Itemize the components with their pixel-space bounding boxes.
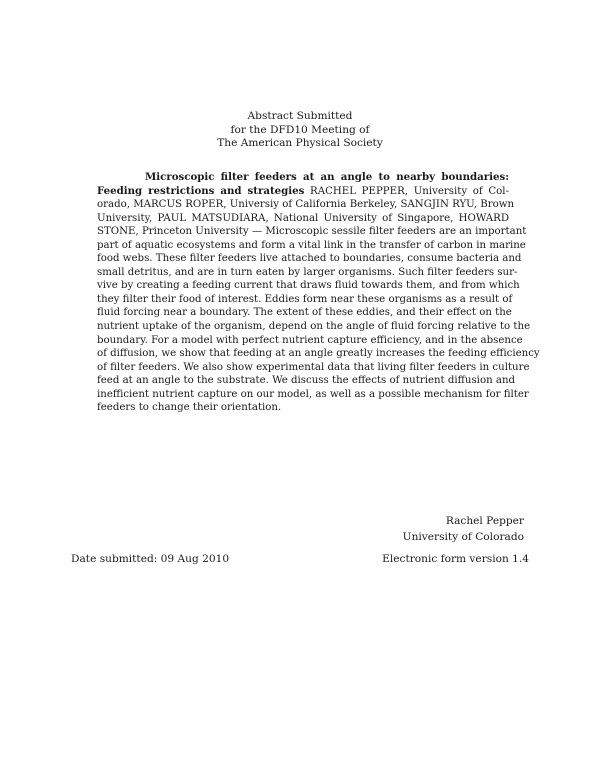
- header-line-meeting: for the DFD10 Meeting of: [230, 123, 370, 136]
- abstract-authors-start: RACHEL PEPPER, University of Col-: [304, 185, 510, 197]
- abstract-line: University, PAUL MATSUDIARA, National University of Singapore, HOWARD: [97, 212, 509, 224]
- abstract-title-line-2: Feeding restrictions and strategies: [97, 184, 305, 197]
- abstract-title-line-1: Microscopic filter feeders at an angle to nearby boundaries:: [145, 171, 509, 183]
- abstract-line: they filter their food of interest. Eddies form near these organisms as a result of: [97, 293, 513, 305]
- abstract-line: orado, MARCUS ROPER, Universiy of California Berkeley, SANGJIN RYU, Brown: [97, 199, 515, 211]
- header-line-society: The American Physical Society: [217, 137, 383, 149]
- header-line-abstract-submitted: Abstract Submitted: [247, 110, 353, 122]
- abstract-line: nutrient uptake of the organism, depend on the angle of fluid forcing relative to the: [97, 321, 531, 333]
- abstract-line: of diffusion, we show that feeding at an angle greatly increases the feeding efficiency: [97, 348, 540, 360]
- abstract-line: inefficient nutrient capture on our model, as well as a possible mechanism for filter: [97, 388, 529, 400]
- date-submitted: Date submitted: 09 Aug 2010: [71, 553, 230, 565]
- abstract-line-2: [97, 185, 509, 199]
- submission-header: [0, 110, 600, 151]
- abstract-line: part of aquatic ecosystems and form a vital link in the transfer of carbon in marine: [97, 239, 526, 251]
- abstract-line-last: feeders to change their orientation.: [97, 402, 282, 414]
- signature-block: [403, 513, 524, 545]
- abstract-line: vive by creating a feeding current that draws fluid towards them, and from which: [97, 280, 520, 292]
- abstract-line: STONE, Princeton University — Microscopic sessile filter feeders are an important: [97, 226, 527, 238]
- abstract-line: feed at an angle to the substrate. We discuss the effects of nutrient diffusion and: [97, 375, 516, 387]
- abstract-line: boundary. For a model with perfect nutrient capture efficiency, and in the absence: [97, 334, 523, 346]
- signature-affiliation: University of Colorado: [402, 531, 524, 543]
- abstract-body: [97, 171, 540, 415]
- abstract-line: fluid forcing near a boundary. The extent of these eddies, and their effect on the: [97, 307, 512, 319]
- form-version: Electronic form version 1.4: [382, 553, 529, 565]
- abstract-line: small detritus, and are in turn eaten by larger organisms. Such filter feeders sur-: [97, 266, 518, 278]
- signature-name: Rachel Pepper: [445, 515, 524, 527]
- abstract-line: of filter feeders. We also show experimental data that living filter feeders in culture: [97, 361, 530, 373]
- abstract-line: food webs. These filter feeders live attached to boundaries, consume bacteria and: [97, 253, 522, 265]
